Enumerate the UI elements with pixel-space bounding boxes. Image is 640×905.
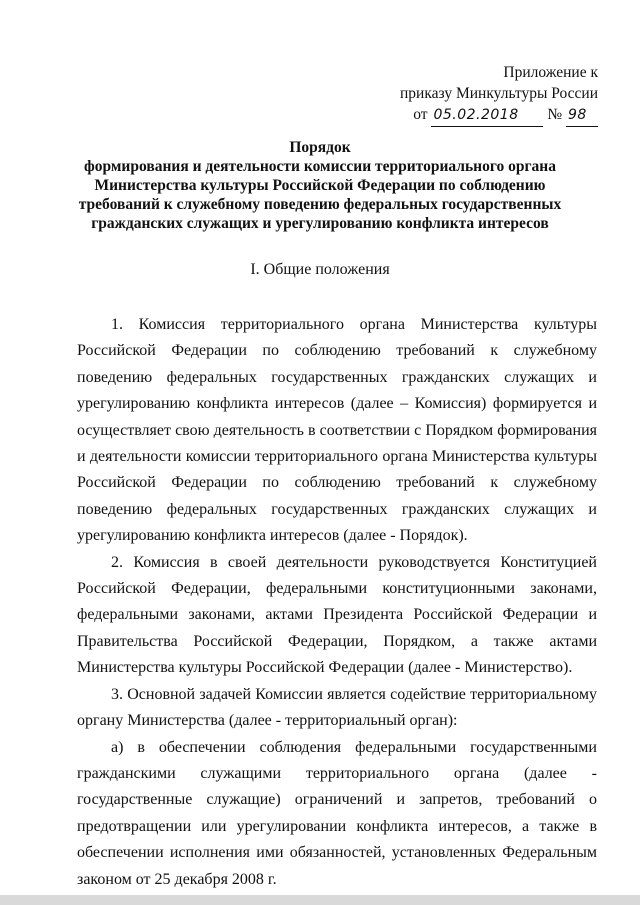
appendix-line-1: Приложение к — [503, 64, 598, 81]
appendix-order-line — [400, 104, 598, 127]
handwritten-number: 98 — [566, 105, 598, 127]
paragraph-3a: а) в обеспечении соблюдения федеральными государственными гражданскими служащими территориального органа (далее - государственные служащие) ограничений и запретов, требований о предотвращении или урегулировании конфликта интересов, а также в обеспечении исполнения ими обязанностей, установленных Федеральным законом от 25 декабря 2008 г. — [77, 738, 597, 888]
paragraph-2: 2. Комиссия в своей деятельности руководствуется Конституцией Российской Федерации, федеральными конституционными законами, федеральными законами, актами Президента Российской Федерации и Правительства Российской Федерации, Порядком, а также актами Министерства культуры Российской Федерации (далее - Министерство). — [77, 553, 597, 677]
title-subtitle: формирования и деятельности комиссии территориального органа Министерства культуры Российской Федерации по соблюдению требований к служебному поведению федеральных государственных гражданских служащих и урегулированию конфликта интересов — [78, 158, 562, 232]
title-heading: Порядок — [289, 139, 351, 156]
appendix-block — [400, 62, 598, 127]
scan-bottom-edge — [0, 895, 640, 905]
section-heading: I. Общие положения — [250, 261, 390, 278]
handwritten-date: 05.02.2018 — [431, 105, 543, 127]
from-label: от — [413, 106, 428, 123]
document-title — [70, 138, 570, 233]
document-body — [77, 312, 597, 893]
number-label: № — [547, 106, 563, 123]
paragraph-1: 1. Комиссия территориального органа Министерства культуры Российской Федерации по соблюдению требований к служебному поведению федеральных государственных гражданских служащих и урегулированию конфликта интересов (далее – Комиссия) формируется и осуществляет свою деятельность в соответствии с Порядком формирования и деятельности комиссии территориального органа Министерства культуры Российской Федерации по соблюдению требований к служебному поведению федеральных государственных гражданских служащих и урегулированию конфликта интересов (далее - Порядок). — [77, 316, 597, 545]
appendix-line-2: приказу Минкультуры России — [400, 85, 598, 102]
paragraph-3: 3. Основной задачей Комиссии является содействие территориальному органу Министерства (далее - территориальный орган): — [77, 685, 597, 730]
